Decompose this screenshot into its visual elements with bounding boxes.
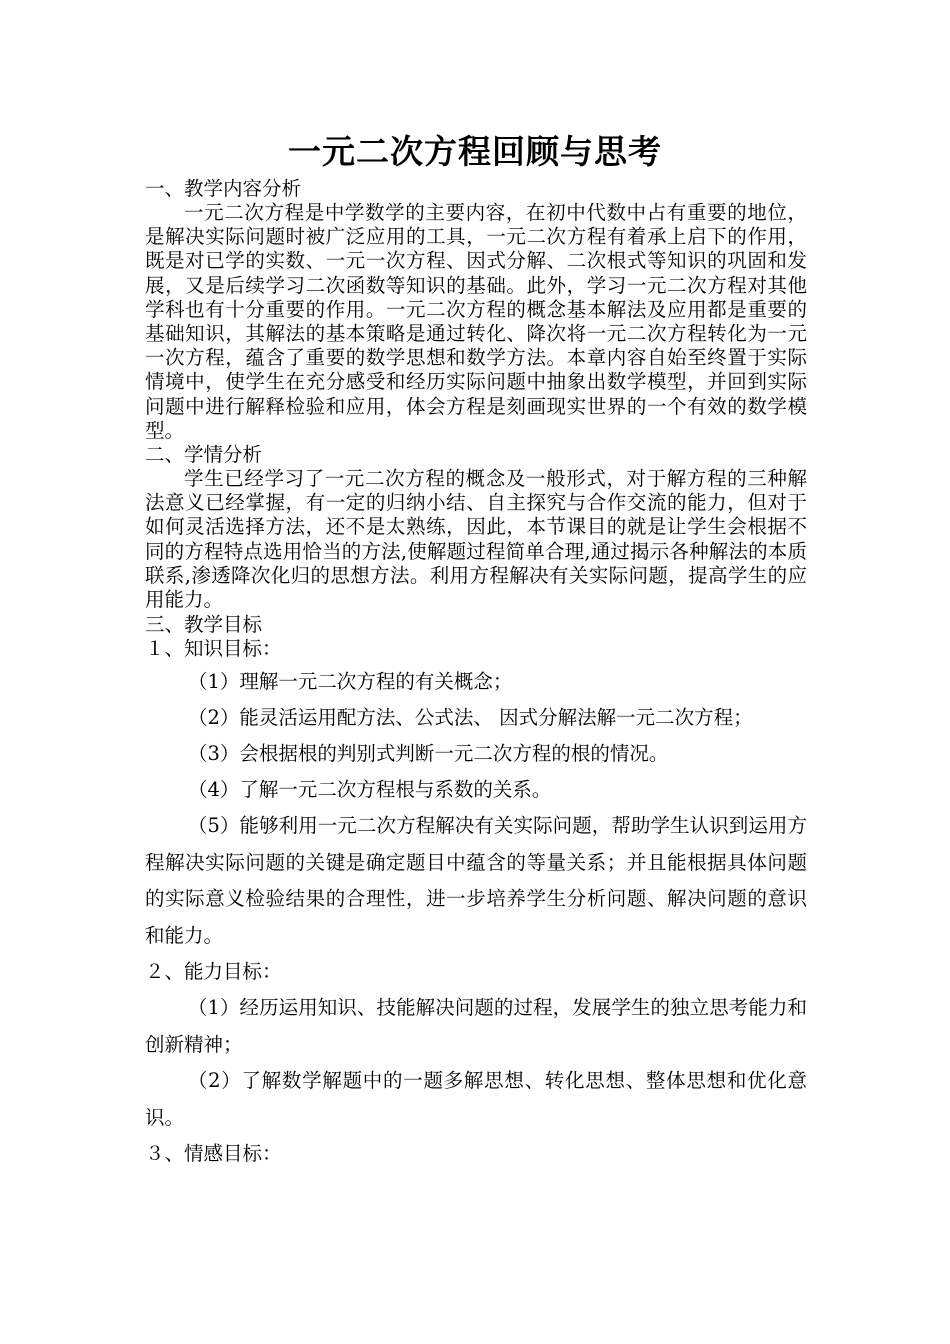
knowledge-goal-5: （5）能够利用一元二次方程解决有关实际问题，帮助学生认识到运用方程解决实际问题的关键是确定题目中蕴含的等量关系；并且能根据具体问题的实际意义检验结果的合理性，进一步培养学生分析问题、解决问题的意识和能力。 [145,814,807,947]
section-heading-student-analysis: 二、学情分析 [145,443,263,467]
subheading-knowledge-goals: １、知识目标： [145,637,282,661]
knowledge-goal-4: （4）了解一元二次方程根与系数的关系。 [188,778,552,802]
paragraph-content-analysis: 一元二次方程是中学数学的主要内容，在初中代数中占有重要的地位，是解决实际问题时被广泛应用的工具，一元二次方程有着承上启下的作用，既是对已学的实数、一元一次方程、因式分解、二次根式等知识的巩固和发展，又是后续学习二次函数等知识的基础。此外，学习一元二次方程对其他学科也有十分重要的作用。一元二次方程的概念基本解法及应用都是重要的基础知识，其解法的基本策略是通过转化、降次将一元二次方程转化为一元一次方程，蕴含了重要的数学思想和数学方法。本章内容自始至终置于实际情境中，使学生在充分感受和经历实际问题中抽象出数学模型，并回到实际问题中进行解释检验和应用，体会方程是刻画现实世界的一个有效的数学模型。 [145,201,807,442]
ability-goal-2: （2）了解数学解题中的一题多解思想、转化思想、整体思想和优化意识。 [145,1069,807,1129]
knowledge-goal-3: （3）会根据根的判别式判断一元二次方程的根的情况。 [188,742,669,766]
ability-goal-1: （1）经历运用知识、技能解决问题的过程，发展学生的独立思考能力和创新精神； [145,996,807,1056]
document-body [145,177,807,1172]
section-heading-content-analysis: 一、教学内容分析 [145,177,302,200]
knowledge-goal-1: （1）理解一元二次方程的有关概念； [188,670,513,694]
knowledge-goal-2: （2）能灵活运用配方法、公式法、 因式分解法解一元二次方程； [188,706,753,730]
document-title: 一元二次方程回顾与思考 [288,132,662,171]
section-heading-teaching-goals: 三、教学目标 [145,613,263,637]
subheading-emotion-goals: ３、情感目标： [145,1142,282,1166]
subheading-ability-goals: ２、能力目标： [145,960,282,984]
paragraph-student-analysis: 学生已经学习了一元二次方程的概念及一般形式，对于解方程的三种解法意义已经掌握，有一定的归纳小结、自主探究与合作交流的能力，但对于如何灵活选择方法，还不是太熟练，因此，本节课目的就是让学生会根据不同的方程特点选用恰当的方法,使解题过程简单合理,通过揭示各种解法的本质联系,渗透降次化归的思想方法。利用方程解决有关实际问题，提高学生的应用能力。 [145,467,807,612]
